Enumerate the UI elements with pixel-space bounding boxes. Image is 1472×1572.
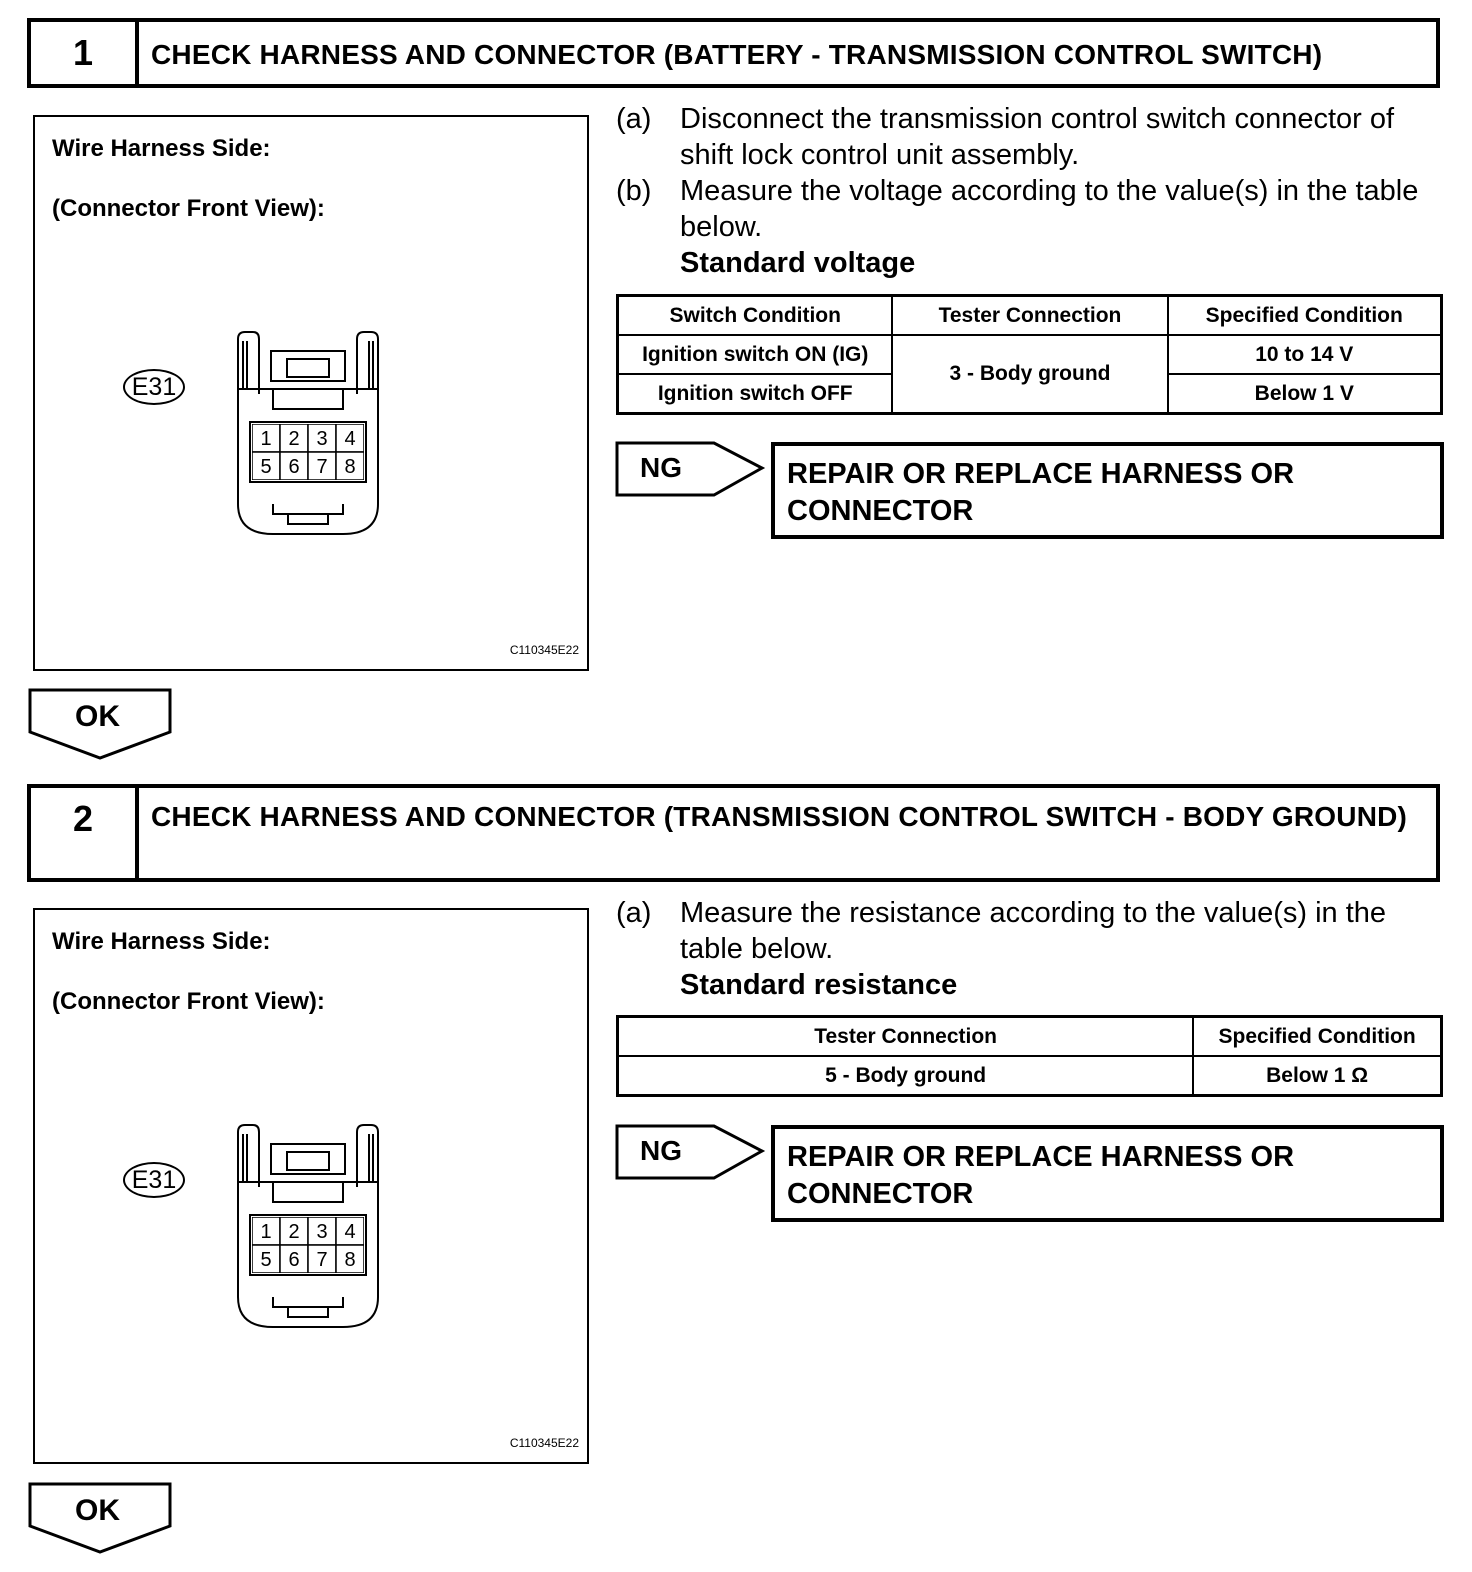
step-1-spec-table (616, 294, 1443, 415)
table-cell: 3 - Body ground (892, 335, 1167, 414)
ng-arrow-icon (614, 440, 766, 500)
figure-code: C110345E22 (509, 1436, 579, 1450)
pin-label: 4 (344, 1221, 356, 1243)
table-cell: Ignition switch ON (IG) (618, 335, 893, 374)
step-1-number: 1 (31, 22, 139, 84)
standard-label: Standard voltage (680, 247, 916, 279)
table-header-cell: Tester Connection (618, 1017, 1194, 1057)
instruction-item (616, 101, 1446, 173)
table-row (618, 1056, 1442, 1096)
ng-action-box: REPAIR OR REPLACE HARNESS OR CONNECTOR (771, 442, 1444, 539)
figure-label-wire-harness: Wire Harness Side: (52, 928, 271, 955)
pin-label: 5 (260, 1249, 272, 1271)
instruction-item (616, 173, 1446, 245)
ng-label: NG (640, 1135, 682, 1166)
connector-pin-grid (252, 424, 364, 480)
ok-label: OK (75, 700, 120, 733)
pin-label: 7 (316, 456, 328, 478)
step-2-number: 2 (31, 788, 139, 878)
ok-label: OK (75, 1494, 120, 1527)
step-1-title: CHECK HARNESS AND CONNECTOR (BATTERY - TRANSMISSION CONTROL SWITCH) (151, 39, 1323, 70)
table-header-cell: Tester Connection (892, 296, 1167, 336)
step-2-title: CHECK HARNESS AND CONNECTOR (TRANSMISSION CONTROL SWITCH - BODY GROUND) (151, 801, 1408, 832)
step-2-spec-table (616, 1015, 1443, 1097)
pin-label: 2 (288, 1221, 300, 1243)
table-cell: Ignition switch OFF (618, 374, 893, 414)
table-cell: 10 to 14 V (1168, 335, 1442, 374)
instruction-text: Measure the resistance according to the value(s) in the table below. (680, 897, 1387, 965)
step-2-header (27, 784, 1440, 882)
figure-label-front-view: (Connector Front View): (52, 988, 325, 1015)
pin-label: 4 (344, 428, 356, 450)
pin-label: 6 (288, 456, 300, 478)
pin-label: 8 (344, 456, 356, 478)
table-row (618, 335, 1442, 374)
pin-label: 5 (260, 456, 272, 478)
table-cell: Below 1 Ω (1193, 1056, 1441, 1096)
table-header-row (618, 296, 1442, 336)
instruction-marker: (a) (616, 103, 652, 135)
instruction-text: Disconnect the transmission control switch connector of shift lock control unit assembly. (680, 103, 1395, 171)
instruction-item (616, 895, 1446, 967)
instruction-text: Measure the voltage according to the value(s) in the table below. (680, 175, 1419, 243)
table-cell: Below 1 V (1168, 374, 1442, 414)
step-2-figure (33, 908, 589, 1464)
table-header-row (618, 1017, 1442, 1057)
pin-label: 3 (316, 428, 328, 450)
ng-arrow-icon (614, 1123, 766, 1183)
pin-label: 2 (288, 428, 300, 450)
instruction-marker: (b) (616, 175, 652, 207)
ng-action-box: REPAIR OR REPLACE HARNESS OR CONNECTOR (771, 1125, 1444, 1222)
pin-label: 1 (260, 1221, 272, 1243)
figure-label-front-view: (Connector Front View): (52, 195, 325, 222)
figure-label-wire-harness: Wire Harness Side: (52, 135, 271, 162)
table-header-cell: Specified Condition (1193, 1017, 1441, 1057)
table-header-cell: Specified Condition (1168, 296, 1442, 336)
pin-label: 7 (316, 1249, 328, 1271)
step-1-header (27, 18, 1440, 88)
step-1-instructions (616, 101, 1446, 281)
pin-label: 3 (316, 1221, 328, 1243)
step-2-instructions (616, 895, 1446, 1003)
pin-label: 6 (288, 1249, 300, 1271)
table-header-cell: Switch Condition (618, 296, 893, 336)
step-1-figure (33, 115, 589, 671)
table-cell: 5 - Body ground (618, 1056, 1194, 1096)
ng-label: NG (640, 452, 682, 483)
pin-label: 8 (344, 1249, 356, 1271)
pin-label: 1 (260, 428, 272, 450)
standard-label: Standard resistance (680, 969, 958, 1001)
connector-tag: E31 (123, 369, 185, 405)
connector-tag: E31 (123, 1162, 185, 1198)
connector-pin-grid (252, 1217, 364, 1273)
figure-code: C110345E22 (509, 643, 579, 657)
instruction-marker: (a) (616, 897, 652, 929)
